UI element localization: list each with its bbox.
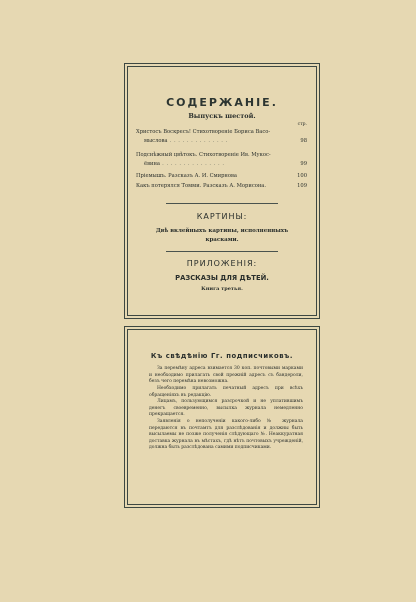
toc-issue: Выпускъ шестой. [188, 112, 256, 120]
divider [166, 203, 278, 204]
toc-entry-page: 100 [297, 173, 307, 179]
subscriber-notice-box [127, 329, 317, 505]
toc-entry-line1: Какъ потерялся Томми. Разсказъ А. Морисона. [136, 183, 267, 189]
toc-entry [136, 172, 307, 181]
toc-entry-line2: ёвина [144, 161, 160, 167]
notice-title: Къ свѣдѣнію Гг. подписчиковъ. [150, 352, 294, 360]
notice-paragraph: За перемѣну адреса взимается 30 коп. почтовыми марками и необходимо прилагать свой прежній адресъ съ бандероли, безъ чего перемѣна невозможна. [149, 366, 303, 385]
pictures-text: Двѣ вклейныхъ картины, исполненныхъ красками. [155, 228, 289, 243]
toc-title: СОДЕРЖАНІЕ. [166, 96, 278, 109]
toc-entry-page: 99 [300, 161, 307, 167]
appendix-subtitle: РАЗСКАЗЫ ДЛЯ ДѢТЕЙ. [175, 274, 269, 282]
toc-entry: Христосъ Воскресъ! Стихотвореніе Бориса Васо- мыслова . . . . . . . . . . . . . . 98 [136, 129, 307, 144]
toc-entry [136, 182, 307, 191]
notice-paragraph: Заявленія о неполученіи какого-либо № журнала передаются въ почтамтъ для разслѣдованія и должны быть высылаемы не позже полученія слѣдующаго №. Неаккуратная доставка журнала въ мѣстахъ, гдѣ нѣтъ почтовыхъ учрежденій, должна быть разслѣдована самими подписчиками. [149, 419, 303, 451]
appendix-heading: ПРИЛОЖЕНІЯ: [186, 259, 258, 268]
toc-entry-line1: Подснѣжный цвѣтокъ. Стихотвореніе Ив. Мукос- [136, 152, 271, 158]
toc-entry-line2: мыслова [144, 138, 168, 144]
toc-entry-line1: Пріемышъ. Разсказъ А. И. Смирнова [136, 173, 238, 179]
toc-entry-page: 109 [297, 183, 307, 189]
toc-entry-line1: Христосъ Воскресъ! Стихотвореніе Бориса Васо- [136, 129, 271, 135]
notice-paragraph: Лицамъ, пользующимся разсрочкой и не уплатившимъ денегъ своевременно, высылка журнала немедленно прекращается. [149, 399, 303, 418]
table-of-contents-box [127, 66, 317, 316]
page-column-label: стр. [297, 122, 307, 127]
appendix-book: Книга третья. [201, 286, 243, 292]
toc-entry-page: 98 [300, 138, 307, 144]
divider [166, 251, 278, 252]
toc-entry: Подснѣжный цвѣтокъ. Стихотвореніе Ив. Мукос- ёвина . . . . . . . . . . . . . . . 99 [136, 152, 307, 167]
pictures-heading: КАРТИНЫ: [196, 212, 248, 221]
notice-paragraph: Необходимо прилагать печатный адресъ при всѣхъ обращеніяхъ въ редакцію. [149, 386, 303, 398]
